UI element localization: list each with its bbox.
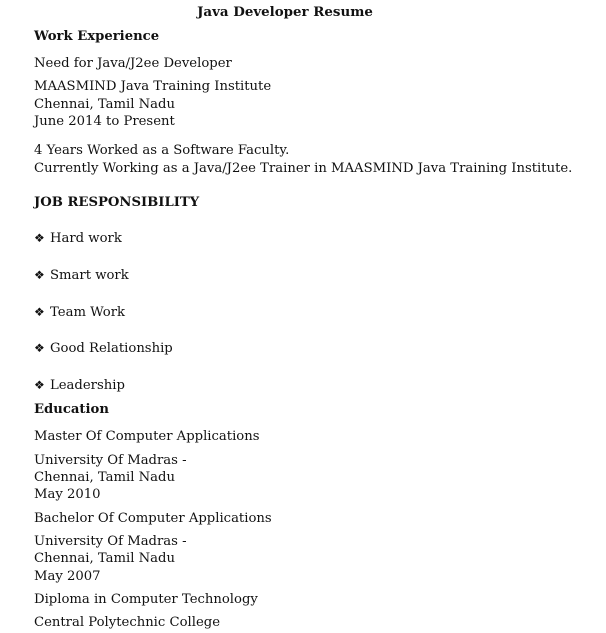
diamond-bullet-icon: ❖	[34, 378, 45, 392]
diamond-bullet-icon: ❖	[34, 341, 45, 355]
job-responsibility-heading: JOB RESPONSIBILITY	[34, 195, 200, 210]
work-role: Need for Java/J2ee Developer	[34, 56, 232, 71]
work-summary-2: Currently Working as a Java/J2ee Trainer in MAASMIND Java Training Institute.	[34, 161, 573, 176]
responsibility-item-label: Leadership	[50, 378, 125, 393]
diamond-bullet-icon: ❖	[34, 268, 45, 282]
education-location: Chennai, Tamil Nadu	[34, 551, 175, 566]
responsibility-item-label: Smart work	[50, 268, 129, 283]
work-summary-1: 4 Years Worked as a Software Faculty.	[34, 143, 290, 158]
work-experience-heading: Work Experience	[34, 29, 160, 44]
responsibility-item-label: Hard work	[50, 231, 122, 246]
work-location: Chennai, Tamil Nadu	[34, 97, 175, 112]
responsibility-item	[34, 377, 125, 394]
education-location: Chennai, Tamil Nadu	[34, 470, 175, 485]
education-heading: Education	[34, 402, 109, 417]
education-degree: Master Of Computer Applications	[34, 429, 260, 444]
responsibility-item	[34, 267, 129, 284]
responsibility-item	[34, 304, 125, 321]
education-date: May 2010	[34, 487, 101, 502]
diamond-bullet-icon: ❖	[34, 305, 45, 319]
education-date: May 2007	[34, 569, 101, 584]
education-university: Central Polytechnic College	[34, 615, 220, 630]
education-degree: Diploma in Computer Technology	[34, 592, 258, 607]
education-degree: Bachelor Of Computer Applications	[34, 511, 272, 526]
responsibility-item-label: Good Relationship	[50, 341, 173, 356]
diamond-bullet-icon: ❖	[34, 231, 45, 245]
resume-title: Java Developer Resume	[197, 4, 373, 20]
responsibility-item	[34, 340, 173, 357]
work-institute: MAASMIND Java Training Institute	[34, 79, 272, 94]
responsibility-item	[34, 230, 122, 247]
education-university: University Of Madras -	[34, 453, 187, 468]
education-university: University Of Madras -	[34, 534, 187, 549]
work-period: June 2014 to Present	[34, 114, 175, 129]
responsibility-item-label: Team Work	[50, 305, 126, 320]
